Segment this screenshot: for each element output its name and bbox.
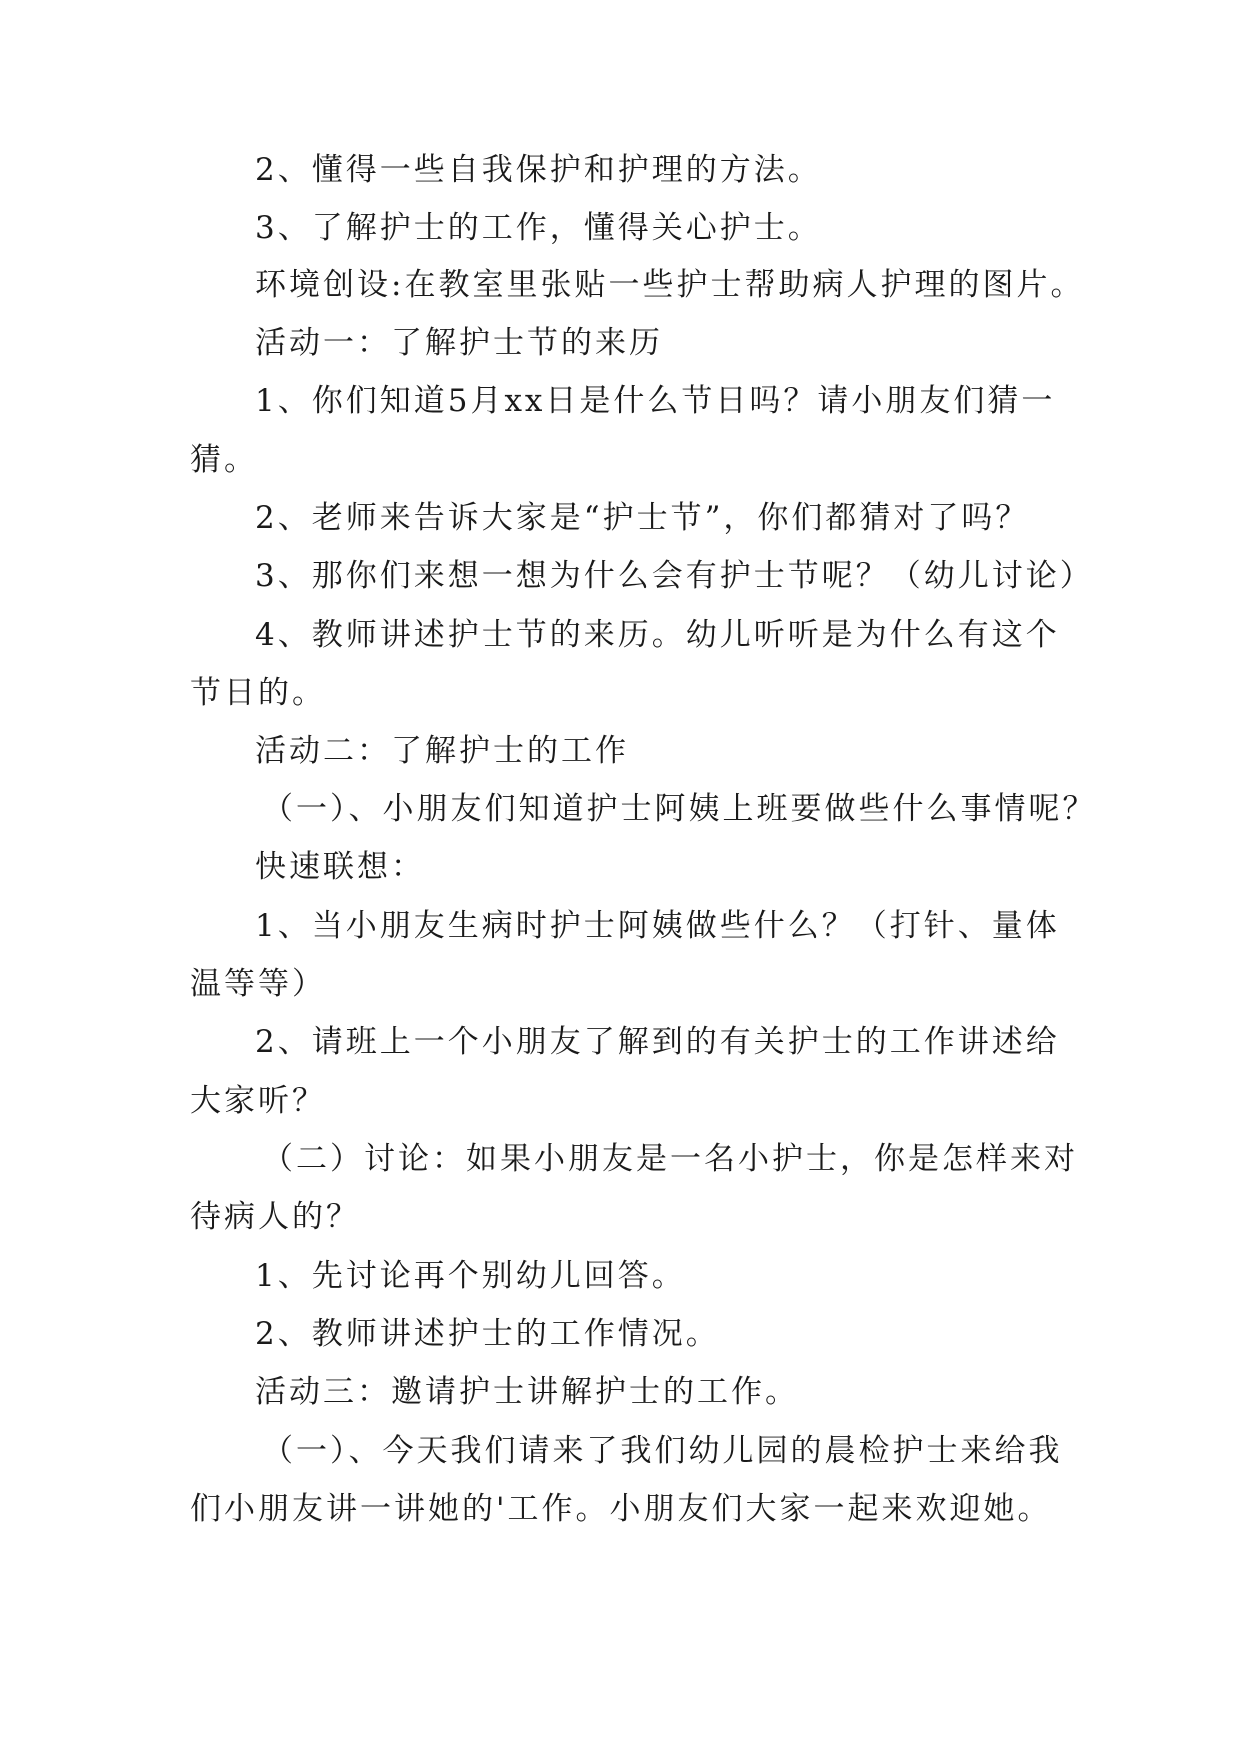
paragraph-line: 节日的。 bbox=[190, 675, 326, 711]
paragraph-line: 温等等） bbox=[190, 966, 326, 1002]
paragraph-line: 猜。 bbox=[190, 442, 258, 478]
paragraph-line: 2、教师讲述护士的工作情况。 bbox=[255, 1316, 720, 1352]
paragraph-line: 3、了解护士的工作，懂得关心护士。 bbox=[255, 210, 822, 246]
paragraph-line: （一）、小朋友们知道护士阿姨上班要做些什么事情呢？ bbox=[262, 791, 1097, 827]
paragraph-line: 2、请班上一个小朋友了解到的有关护士的工作讲述给 bbox=[255, 1024, 1060, 1060]
paragraph-line: 1、你们知道5月xx日是什么节日吗？请小朋友们猜一 bbox=[255, 383, 1056, 419]
section-heading: 活动一：了解护士节的来历 bbox=[255, 325, 663, 361]
paragraph-line: 环境创设:在教室里张贴一些护士帮助病人护理的图片。 bbox=[255, 267, 1085, 303]
section-heading: 活动三：邀请护士讲解护士的工作。 bbox=[255, 1374, 799, 1410]
paragraph-line: 1、先讨论再个别幼儿回答。 bbox=[255, 1258, 686, 1294]
section-heading: 活动二：了解护士的工作 bbox=[255, 733, 629, 769]
paragraph-line: 待病人的？ bbox=[190, 1199, 360, 1235]
paragraph-line: 1、当小朋友生病时护士阿姨做些什么？（打针、量体 bbox=[255, 908, 1060, 944]
paragraph-line: （二）讨论：如果小朋友是一名小护士，你是怎样来对 bbox=[262, 1141, 1078, 1177]
paragraph-line: 快速联想： bbox=[255, 849, 425, 885]
paragraph-line: （一）、今天我们请来了我们幼儿园的晨检护士来给我 bbox=[262, 1433, 1063, 1469]
paragraph-line: 4、教师讲述护士节的来历。幼儿听听是为什么有这个 bbox=[255, 617, 1060, 653]
paragraph-line: 2、懂得一些自我保护和护理的方法。 bbox=[255, 152, 822, 188]
paragraph-line: 大家听？ bbox=[190, 1083, 326, 1119]
paragraph-line: 们小朋友讲一讲她的'工作。小朋友们大家一起来欢迎她。 bbox=[190, 1491, 1052, 1527]
paragraph-line: 3、那你们来想一想为什么会有护士节呢？（幼儿讨论） bbox=[255, 558, 1094, 594]
paragraph-line: 2、老师来告诉大家是“护士节”，你们都猜对了吗？ bbox=[255, 500, 1030, 536]
